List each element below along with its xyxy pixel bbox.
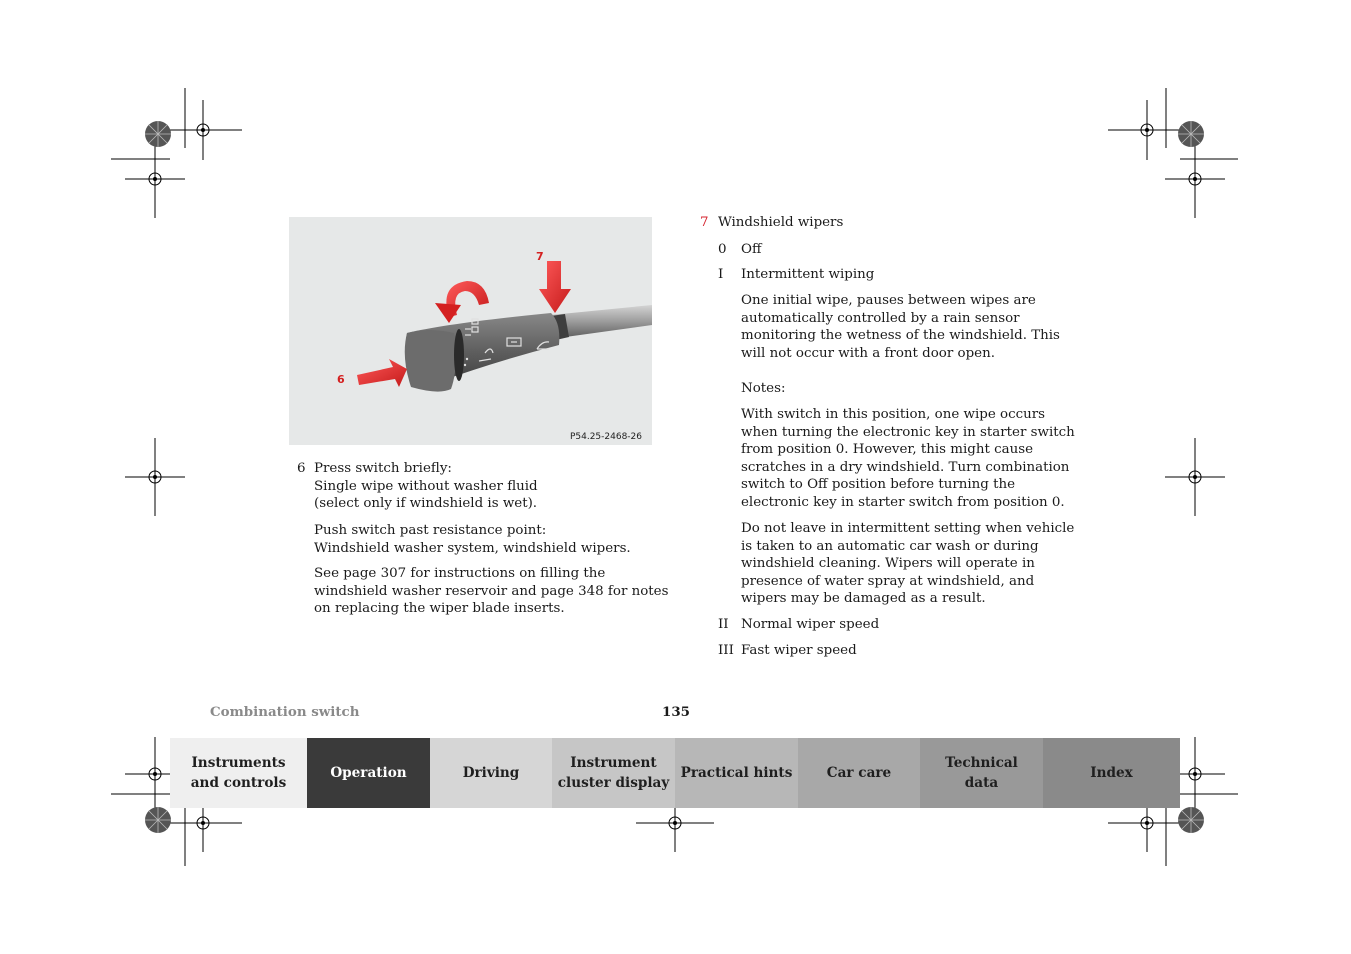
tab-car-care[interactable]: Car care: [798, 738, 920, 808]
notes-heading: Notes:: [741, 381, 786, 396]
callout-7: 7: [536, 250, 544, 263]
figure-code: P54.25-2468-26: [569, 432, 642, 442]
arrow-7: [539, 261, 571, 313]
page-number: 135: [662, 704, 690, 720]
position-0-key: 0: [718, 242, 727, 257]
combination-switch-figure: [289, 217, 652, 445]
position-III-label: Fast wiper speed: [741, 643, 857, 658]
tab-practical-hints[interactable]: Practical hints: [675, 738, 798, 808]
combination-switch-illustration: [289, 217, 652, 445]
item-6-description: Press switch briefly: Single wipe without washer fluid (select only if windshield is wet).: [314, 461, 538, 511]
tab-operation[interactable]: Operation: [307, 738, 430, 808]
position-III-key: III: [718, 643, 734, 658]
push-switch-description: Push switch past resistance point: Windshield washer system, windshield wipers.: [314, 523, 631, 556]
note-starter-switch: With switch in this position, one wipe occurs when turning the electronic key in starter switch from position 0. However, this might cause scratches in a dry windshield. Turn combination switch to Off position before turning the electronic key in starter switch from position 0.: [741, 407, 1075, 510]
see-page-reference: See page 307 for instructions on filling the windshield washer reservoir and page 348 for notes on replacing the wiper blade inserts.: [314, 566, 669, 616]
section-title: Combination switch: [210, 704, 360, 720]
position-0-label: Off: [741, 242, 762, 257]
tab-driving[interactable]: Driving: [430, 738, 552, 808]
tab-index[interactable]: Index: [1043, 738, 1180, 808]
arrow-6: [357, 359, 407, 387]
item-7-title: Windshield wipers: [718, 215, 844, 230]
position-I-key: I: [718, 267, 724, 282]
item-7-number: 7: [700, 215, 709, 230]
chapter-navigation: [170, 738, 1180, 808]
callout-6: 6: [337, 373, 345, 386]
note-car-wash: Do not leave in intermittent setting when vehicle is taken to an automatic car wash or during windshield cleaning. Wipers will operate in presence of water spray at windshield, and wipers may be damaged as a result.: [741, 521, 1075, 606]
tab-instrument-cluster-display[interactable]: Instrument cluster display: [552, 738, 675, 808]
tab-instruments-and-controls[interactable]: Instruments and controls: [170, 738, 307, 808]
position-II-key: II: [718, 617, 729, 632]
item-6-number: 6: [297, 461, 306, 476]
tab-technical-data[interactable]: Technical data: [920, 738, 1043, 808]
position-II-label: Normal wiper speed: [741, 617, 880, 632]
position-I-label: Intermittent wiping: [741, 267, 875, 282]
intermittent-description: One initial wipe, pauses between wipes are automatically controlled by a rain sensor monitoring the wetness of the windshield. This will not occur with a front door open.: [741, 293, 1060, 361]
